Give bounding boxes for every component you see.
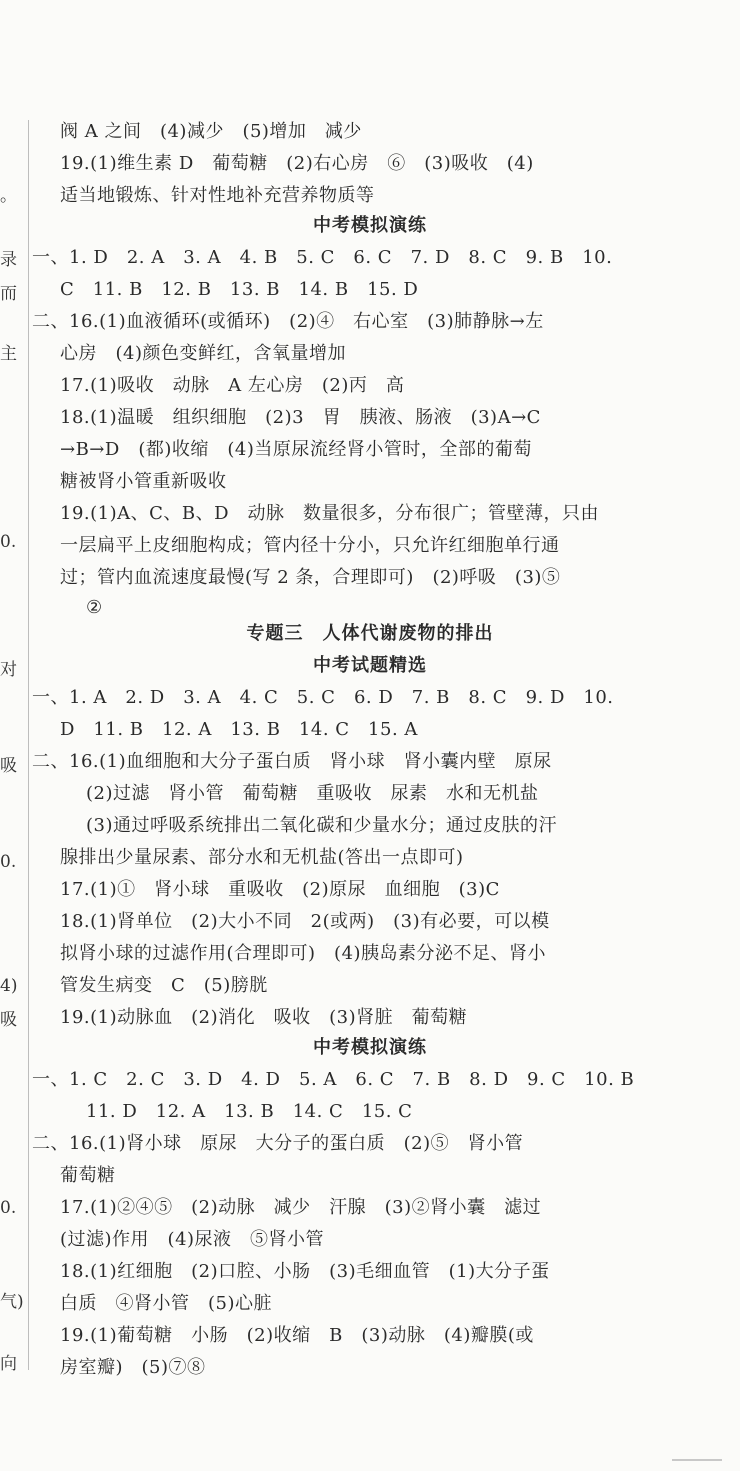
answer-line: 阀 A 之间 (4)减少 (5)增加 减少 xyxy=(60,121,362,142)
answer-line: 17.(1)②④⑤ (2)动脉 减少 汗腺 (3)②肾小囊 滤过 xyxy=(60,1197,542,1218)
answer-line: 房室瓣) (5)⑦⑧ xyxy=(60,1357,206,1378)
margin-char: 4) xyxy=(0,976,18,996)
margin-char: 。 xyxy=(0,186,17,206)
answer-line: 白质 ④肾小管 (5)心脏 xyxy=(60,1293,272,1314)
answer-line: 管发生病变 C (5)膀胱 xyxy=(60,975,268,996)
answer-line: 19.(1)葡萄糖 小肠 (2)收缩 B (3)动脉 (4)瓣膜(或 xyxy=(60,1325,534,1346)
answer-line: ② xyxy=(86,597,103,618)
answer-line: 11. D 12. A 13. B 14. C 15. C xyxy=(86,1101,413,1122)
section-heading: 中考模拟演练 xyxy=(313,215,427,236)
answer-line: 19.(1)A、C、B、D 动脉 数量很多，分布很广；管壁薄，只由 xyxy=(60,503,600,524)
answer-line: (过滤)作用 (4)尿液 ⑤肾小管 xyxy=(60,1229,325,1250)
margin-char: 主 xyxy=(0,344,17,364)
answer-line: 葡萄糖 xyxy=(60,1165,116,1186)
margin-char: 0. xyxy=(0,852,17,872)
margin-char: 吸 xyxy=(0,1010,17,1030)
answer-line: 二、16.(1)血液循环(或循环) (2)④ 右心室 (3)肺静脉→左 xyxy=(32,311,544,332)
margin-char: 气) xyxy=(0,1292,24,1312)
answer-line: 心房 (4)颜色变鲜红，含氧量增加 xyxy=(60,343,346,364)
answer-line: 一、1. D 2. A 3. A 4. B 5. C 6. C 7. D 8. C 9. B 10. xyxy=(32,247,613,268)
answer-line: 17.(1)① 肾小球 重吸收 (2)原尿 血细胞 (3)C xyxy=(60,879,500,900)
answer-line: 一、1. A 2. D 3. A 4. C 5. C 6. D 7. B 8. C 9. D 10. xyxy=(32,687,614,708)
margin-char: 吸 xyxy=(0,756,17,776)
answer-line: D 11. B 12. A 13. B 14. C 15. A xyxy=(60,719,418,740)
section-heading: 专题三 人体代谢废物的排出 xyxy=(246,623,494,644)
answer-line: 腺排出少量尿素、部分水和无机盐(答出一点即可) xyxy=(60,847,464,868)
margin-char: 0. xyxy=(0,1198,17,1218)
answer-line: 19.(1)维生素 D 葡萄糖 (2)右心房 ⑥ (3)吸收 (4) xyxy=(60,153,534,174)
answer-line: 糖被肾小管重新吸收 xyxy=(60,471,227,492)
answer-line: 拟肾小球的过滤作用(合理即可) (4)胰岛素分泌不足、肾小 xyxy=(60,943,547,964)
answer-line: (2)过滤 肾小管 葡萄糖 重吸收 尿素 水和无机盐 xyxy=(86,783,539,804)
margin-char: 而 xyxy=(0,284,17,304)
answer-line: 17.(1)吸收 动脉 A 左心房 (2)丙 高 xyxy=(60,375,405,396)
answer-line: 一层扁平上皮细胞构成；管内径十分小，只允许红细胞单行通 xyxy=(60,535,560,556)
answer-line: 18.(1)红细胞 (2)口腔、小肠 (3)毛细血管 (1)大分子蛋 xyxy=(60,1261,550,1282)
answer-line: C 11. B 12. B 13. B 14. B 15. D xyxy=(60,279,419,300)
answer-line: 适当地锻炼、针对性地补充营养物质等 xyxy=(60,185,375,206)
answer-line: (3)通过呼吸系统排出二氧化碳和少量水分；通过皮肤的汗 xyxy=(86,815,557,836)
answer-line: 18.(1)肾单位 (2)大小不同 2(或两) (3)有必要，可以模 xyxy=(60,911,550,932)
margin-char: 对 xyxy=(0,660,17,680)
answer-line: 一、1. C 2. C 3. D 4. D 5. A 6. C 7. B 8. D 9. C 10. B xyxy=(32,1069,635,1090)
margin-rule xyxy=(28,120,29,1370)
answer-line: 二、16.(1)血细胞和大分子蛋白质 肾小球 肾小囊内壁 原尿 xyxy=(32,751,552,772)
margin-char: 0. xyxy=(0,532,17,552)
section-heading: 中考模拟演练 xyxy=(313,1037,427,1058)
answer-line: 过；管内血流速度最慢(写 2 条，合理即可) (2)呼吸 (3)⑤ xyxy=(60,567,561,588)
section-heading: 中考试题精选 xyxy=(313,655,427,676)
margin-char: 向 xyxy=(0,1354,17,1374)
answer-line: 18.(1)温暖 组织细胞 (2)3 胃 胰液、肠液 (3)A→C xyxy=(60,407,541,428)
margin-char: 录 xyxy=(0,250,17,270)
answer-line: 二、16.(1)肾小球 原尿 大分子的蛋白质 (2)⑤ 肾小管 xyxy=(32,1133,524,1154)
answer-line: 19.(1)动脉血 (2)消化 吸收 (3)肾脏 葡萄糖 xyxy=(60,1007,468,1028)
page-edge-mark xyxy=(672,1459,722,1461)
answer-line: →B→D (都)收缩 (4)当原尿流经肾小管时，全部的葡萄 xyxy=(60,439,532,460)
